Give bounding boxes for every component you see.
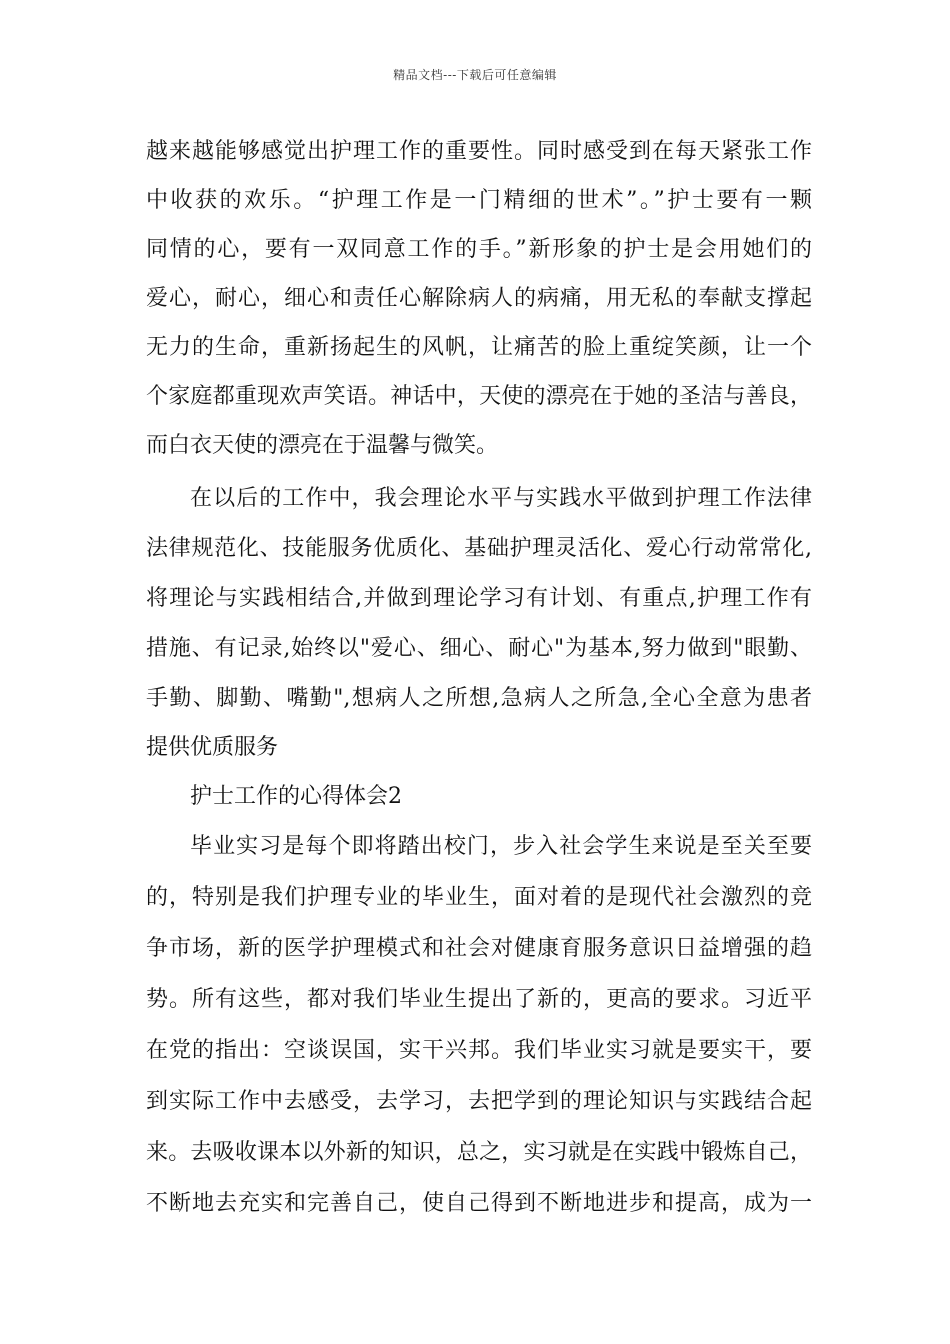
section-heading: 护士工作的心得体会2 bbox=[190, 784, 402, 809]
text-line: 的，特别是我们护理专业的毕业生，面对着的是现代社会激烈的竞 bbox=[146, 885, 812, 910]
text-line: 措施、有记录,始终以"爱心、细心、耐心"为基本,努力做到"眼勤、 bbox=[146, 636, 812, 661]
page-header: 精品文档---下载后可任意编辑 bbox=[393, 68, 557, 82]
text-line: 中收获的欢乐。“护理工作是一门精细的世术”。”护士要有一颗 bbox=[146, 188, 812, 213]
text-line: 越来越能够感觉出护理工作的重要性。同时感受到在每天紧张工作 bbox=[146, 139, 812, 164]
text-line: 不断地去充实和完善自己，使自己得到不断地进步和提高，成为一 bbox=[146, 1191, 812, 1216]
text-line: 到实际工作中去感受，去学习，去把学到的理论知识与实践结合起 bbox=[146, 1089, 812, 1114]
text-line: 无力的生命，重新扬起生的风帆，让痛苦的脸上重绽笑颜，让一个 bbox=[146, 335, 812, 360]
text-line: 提供优质服务 bbox=[146, 735, 279, 760]
text-line: 势。所有这些，都对我们毕业生提出了新的，更高的要求。习近平 bbox=[146, 987, 812, 1012]
text-line: 法律规范化、技能服务优质化、基础护理灵活化、爱心行动常常化, bbox=[146, 536, 812, 561]
paragraph-first-line: 毕业实习是每个即将踏出校门，步入社会学生来说是至关至要 bbox=[190, 834, 812, 859]
text-line: 在党的指出：空谈误国，实干兴邦。我们毕业实习就是要实干，要 bbox=[146, 1038, 812, 1063]
text-line: 同情的心，要有一双同意工作的手。”新形象的护士是会用她们的 bbox=[146, 237, 812, 262]
text-line: 来。去吸收课本以外新的知识，总之，实习就是在实践中锻炼自己， bbox=[146, 1140, 812, 1165]
text-line: 爱心，耐心，细心和责任心解除病人的病痛，用无私的奉献支撑起 bbox=[146, 286, 812, 311]
text-line: 将理论与实践相结合,并做到理论学习有计划、有重点,护理工作有 bbox=[146, 586, 812, 611]
text-line: 争市场，新的医学护理模式和社会对健康育服务意识日益增强的趋 bbox=[146, 936, 812, 961]
text-line: 而白衣天使的漂亮在于温馨与微笑。 bbox=[146, 433, 499, 458]
text-line: 个家庭都重现欢声笑语。神话中，天使的漂亮在于她的圣洁与善良， bbox=[146, 384, 812, 409]
text-line: 手勤、脚勤、嘴勤",想病人之所想,急病人之所急,全心全意为患者 bbox=[146, 686, 812, 711]
paragraph-first-line: 在以后的工作中，我会理论水平与实践水平做到护理工作法律 bbox=[190, 486, 812, 511]
